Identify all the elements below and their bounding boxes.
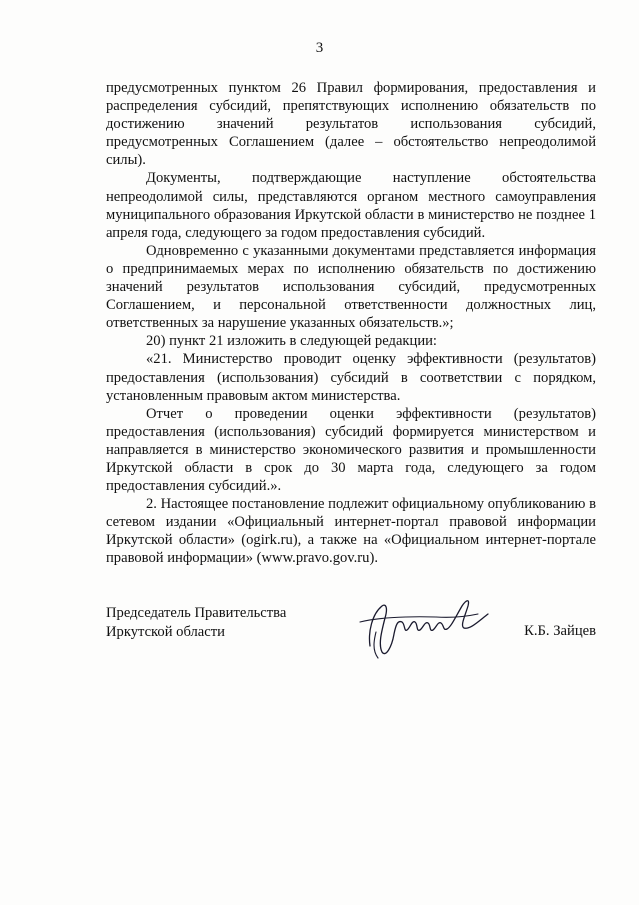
signer-title — [106, 604, 286, 641]
page-number: 3 — [315, 40, 324, 56]
paragraph-supporting-documents: Документы, подтверждающие наступление обстоятельства непреодолимой силы, представляются органом местного самоуправления муниципального образования Иркутской области в министерство не позднее 1 апреля года, следующего за годом предоставления субсидий. — [106, 170, 596, 241]
signer-title-line1: Председатель Правительства — [106, 605, 287, 621]
handwritten-signature — [352, 584, 502, 664]
paragraph-publication: 2. Настоящее постановление подлежит официальному опубликованию в сетевом издании «Официальный интернет-портал правовой информации Иркутской области» (ogirk.ru), а также на «Официальном интернет-портале правовой информации» (www.pravo.gov.ru). — [106, 496, 596, 567]
paragraph-item-21: «21. Министерство проводит оценку эффективности (результатов) предоставления (использования) субсидий в соответствии с порядком, установленным правовым актом министерства. — [106, 351, 596, 404]
signer-name: К.Б. Зайцев — [524, 623, 596, 639]
signer-title-line2: Иркутской области — [106, 623, 225, 640]
signature-block — [106, 604, 596, 674]
paragraph-force-majeure-definition: предусмотренных пунктом 26 Правил формирования, предоставления и распределения субсидий, препятствующих исполнению обязательств по достижению значений результатов использования субсидий, предусмотренных Соглашением (далее – обстоятельство непреодолимой силы). — [106, 80, 596, 169]
paragraph-item-20: 20) пункт 21 изложить в следующей редакции: — [146, 333, 437, 350]
document-body — [106, 79, 596, 568]
paragraph-measures-information: Одновременно с указанными документами представляется информация о предпринимаемых мерах по исполнению обязательств по достижению значений результатов использования субсидий, предусмотренных Соглашением, и персональной ответственности должностных лиц, ответственных за нарушение указанных обязательств.»; — [106, 242, 596, 332]
paragraph-evaluation-report: Отчет о проведении оценки эффективности (результатов) предоставления (использования) субсидий формируется министерством и направляется в министерство экономического развития и промышленности Иркутской области в срок до 30 марта года, следующего за годом предоставления субсидий.». — [106, 405, 596, 495]
